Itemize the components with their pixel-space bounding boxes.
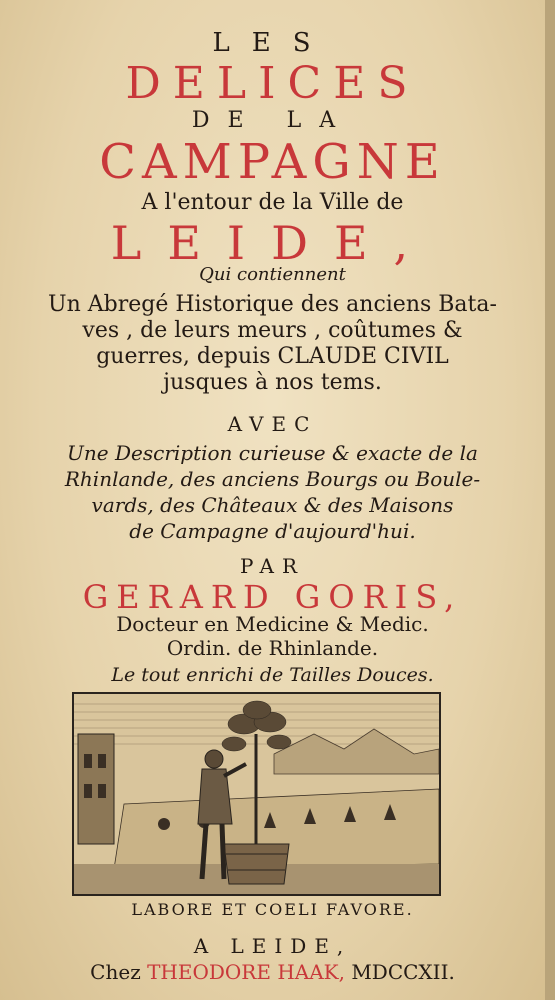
imprint-year: MDCCXII. <box>351 960 455 984</box>
italic-line: vards, des Châteaux & des Maisons <box>91 493 454 517</box>
description-block <box>0 292 545 396</box>
tout-enrichi: Le tout enrichi de Tailles Douces. <box>111 664 434 686</box>
author-name: GERARD GORIS, <box>82 578 463 616</box>
engraving-vignette <box>72 692 441 896</box>
engraving-motto: LABORE ET COELI FAVORE. <box>131 900 414 919</box>
author-title-line: Docteur en Medicine & Medic. <box>116 612 429 636</box>
description-line: jusques à nos tems. <box>163 370 382 395</box>
italic-line: Rhinlande, des anciens Bourgs ou Boule- <box>64 467 481 491</box>
title-les: LES <box>212 28 333 58</box>
title-de-la: DE LA <box>191 108 354 133</box>
title-campagne: CAMPAGNE <box>99 134 446 190</box>
title-entour: A l'entour de la Ville de <box>141 190 404 215</box>
italic-line: de Campagne d'aujourd'hui. <box>129 519 416 543</box>
par-label: PAR <box>239 554 306 578</box>
author-title-line: Ordin. de Rhinlande. <box>166 636 379 660</box>
imprint-line <box>0 960 545 984</box>
italic-line: Une Description curieuse & exacte de la <box>67 441 478 465</box>
imprint-publisher: THEODORE HAAK, <box>147 960 345 984</box>
author-titles <box>0 612 545 660</box>
title-delices: DELICES <box>125 58 420 109</box>
imprint-place: A LEIDE, <box>193 934 352 958</box>
title-leide: LEIDE, <box>110 216 435 270</box>
description-line: Un Abregé Historique des anciens Bata- <box>48 292 497 317</box>
engraving-illustration <box>74 694 439 894</box>
italic-description-block <box>0 440 545 544</box>
description-line: ves , de leurs meurs , coûtumes & <box>82 318 463 343</box>
avec-label: AVEC <box>227 412 318 436</box>
description-line: guerres, depuis CLAUDE CIVIL <box>96 344 449 369</box>
subtitle-qui: Qui contiennent <box>199 264 346 285</box>
imprint-chez: Chez <box>90 960 141 984</box>
